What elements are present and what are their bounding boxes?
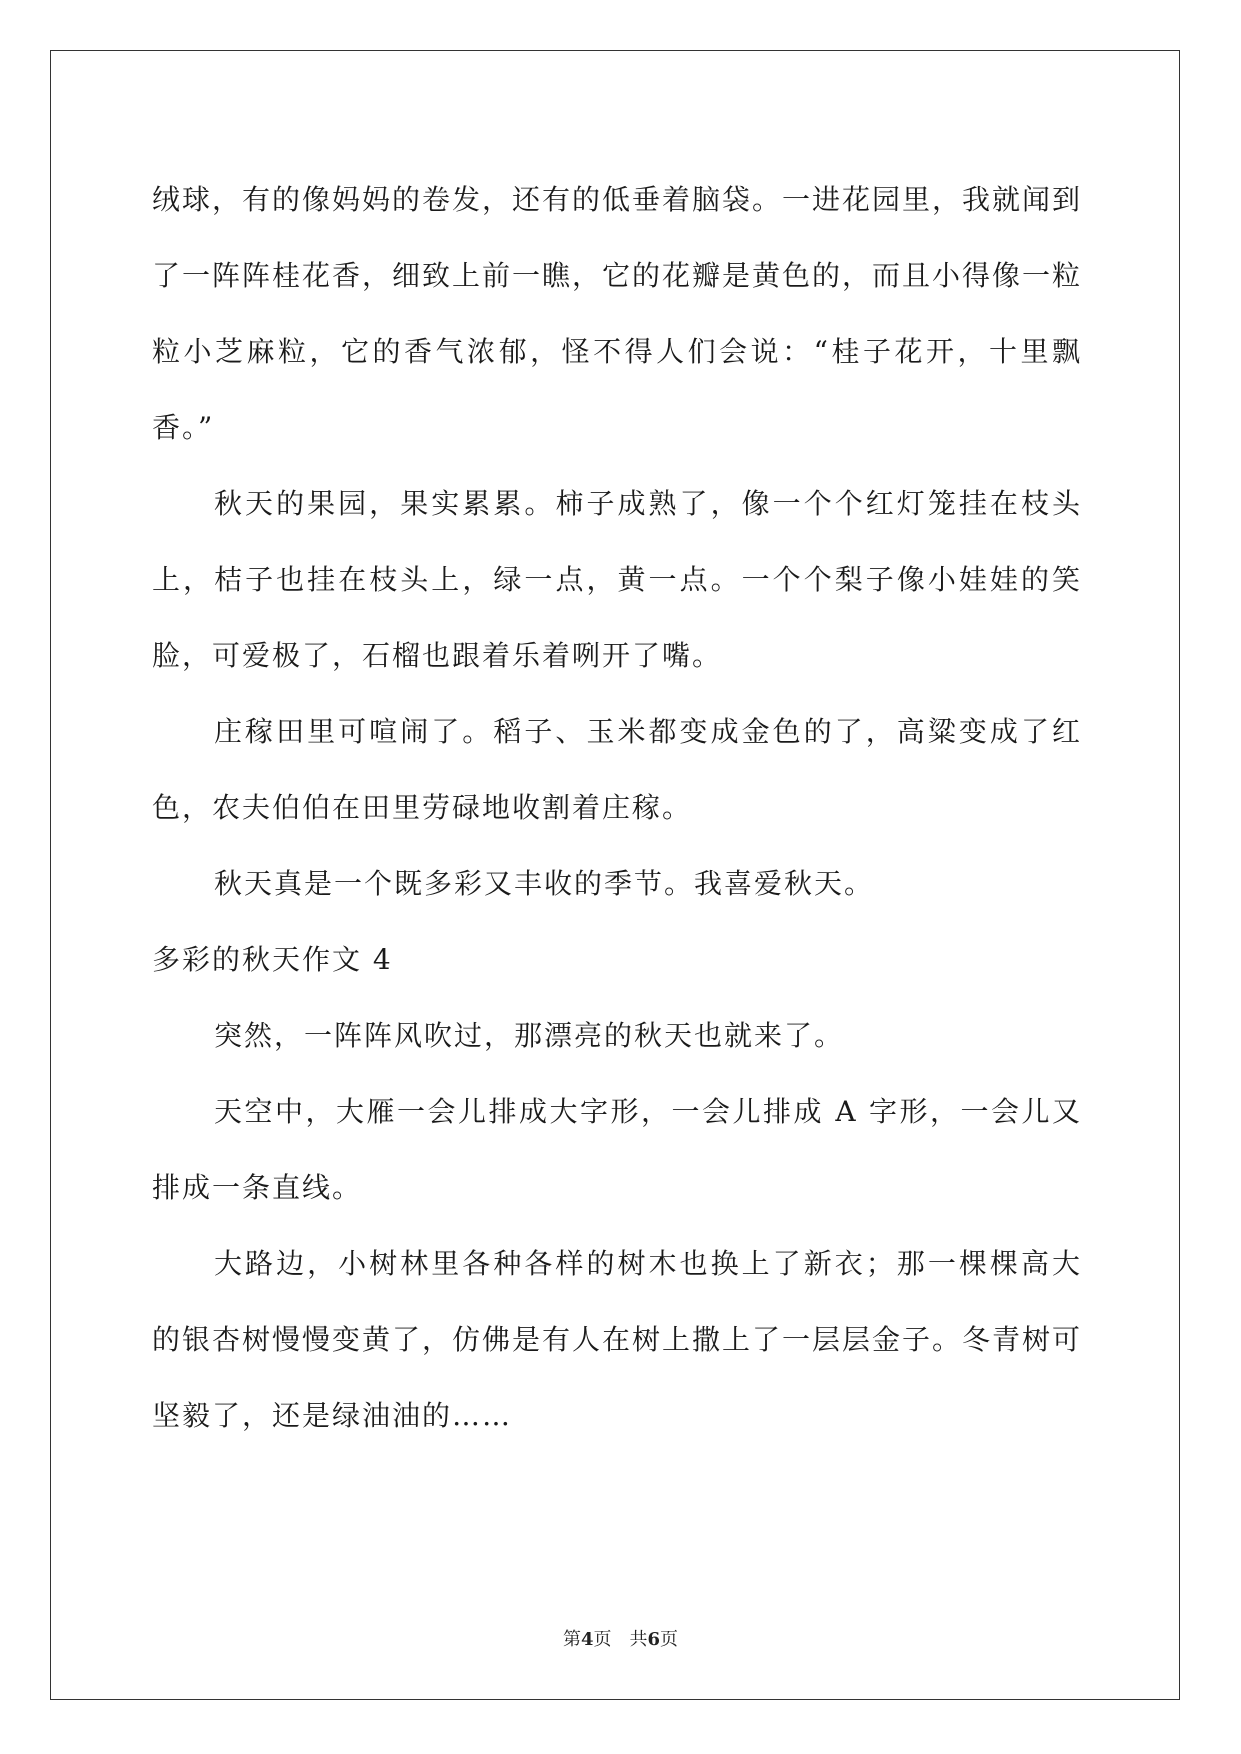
paragraph: 突然，一阵阵风吹过，那漂亮的秋天也就来了。 xyxy=(214,1019,845,1052)
paragraph: 绒球，有的像妈妈的卷发，还有的低垂着脑袋。一进花园里，我就闻到了一阵阵桂花香，细致上前一瞧，它的花瓣是黄色的，而且小得像一粒粒小芝麻粒，它的香气浓郁，怪不得人们会说：“桂子花开，十里飘香。” xyxy=(152,183,1083,444)
paragraph: 秋天真是一个既多彩又丰收的季节。我喜爱秋天。 xyxy=(214,867,875,900)
footer-prefix: 第 xyxy=(562,1629,581,1650)
paragraph: 大路边，小树林里各种各样的树木也换上了新衣；那一棵棵高大的银杏树慢慢变黄了，仿佛是有人在树上撒上了一层层金子。冬青树可坚毅了，还是绿油油的…… xyxy=(152,1247,1083,1432)
footer-suffix: 页 xyxy=(660,1629,679,1650)
section-heading: 多彩的秋天作文 4 xyxy=(152,943,393,976)
current-page-number: 4 xyxy=(580,1629,594,1650)
footer-mid: 页 共 xyxy=(593,1629,648,1650)
document-body xyxy=(152,162,1082,1454)
paragraph: 秋天的果园，果实累累。柿子成熟了，像一个个红灯笼挂在枝头上，桔子也挂在枝头上，绿一点，黄一点。一个个梨子像小娃娃的笑脸，可爱极了，石榴也跟着乐着咧开了嘴。 xyxy=(152,487,1082,672)
total-page-number: 6 xyxy=(647,1629,661,1650)
page-footer xyxy=(0,1625,1241,1651)
paragraph: 庄稼田里可喧闹了。稻子、玉米都变成金色的了，高粱变成了红色，农夫伯伯在田里劳碌地收割着庄稼。 xyxy=(152,715,1082,824)
paragraph: 天空中，大雁一会儿排成大字形，一会儿排成 A 字形，一会儿又排成一条直线。 xyxy=(152,1095,1082,1204)
